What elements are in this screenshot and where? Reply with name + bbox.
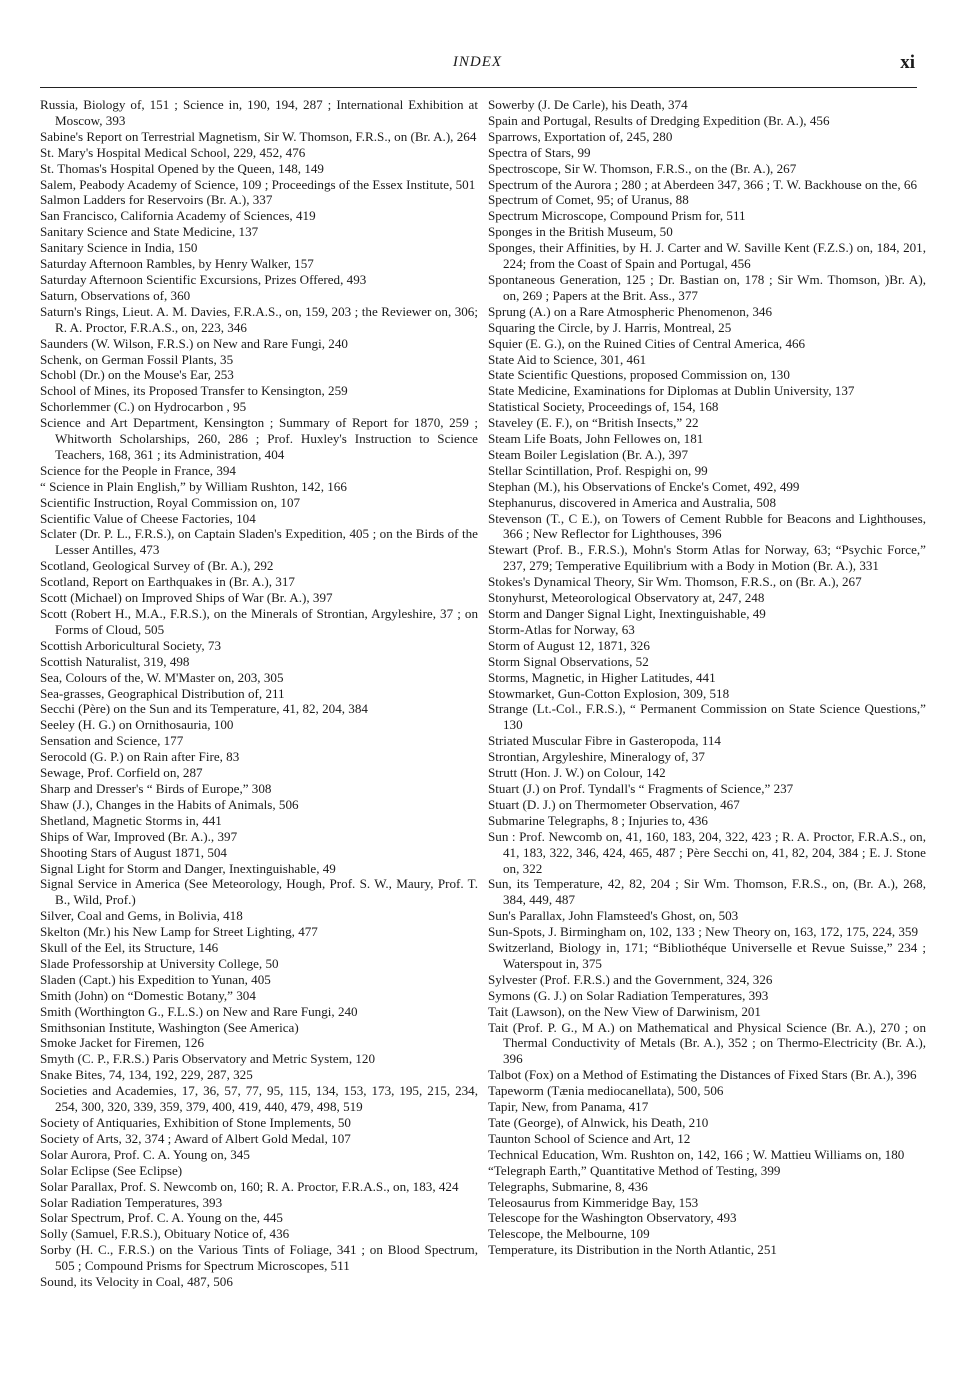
index-entry: Skelton (Mr.) his New Lamp for Street Lighting, 477 (40, 924, 318, 940)
index-entry: Sanitary Science and State Medicine, 137 (40, 224, 259, 240)
index-entry: Solar Parallax, Prof. S. Newcomb on, 160; R. A. Proctor, F.R.A.S., on, 183, 424 (40, 1178, 459, 1194)
index-entry: Scientific Instruction, Royal Commission on, 107 (40, 494, 301, 510)
index-entry: Sun : Prof. Newcomb on, 41, 160, 183, 204, 322, 423 ; R. A. Proctor, F.R.A.S., on, 41, 183, 322, 346, 424, 465, 487 ; Père Secchi on, 41, 82, 204, 384 ; E. J. Stone on, 322 (488, 828, 926, 876)
index-entry: Societies and Academies, 17, 36, 57, 77, 95, 115, 134, 153, 173, 195, 215, 234, 254, 300, 320, 339, 359, 379, 400, 419, 440, 479, 498, 519 (40, 1083, 478, 1115)
page-title: INDEX (452, 54, 503, 70)
index-entry: Talbot (Fox) on a Method of Estimating the Distances of Fixed Stars (Br. A.), 396 (488, 1067, 917, 1083)
index-entry: Silver, Coal and Gems, in Bolivia, 418 (40, 908, 243, 924)
index-entry: Signal Service in America (See Meteorology, Hough, Prof. S. W., Maury, Prof. T. B., Wild, Prof.) (40, 876, 478, 908)
index-entry: Smith (Worthington G., F.L.S.) on New and Rare Fungi, 240 (40, 1003, 358, 1019)
index-entry: Stellar Scintillation, Prof. Respighi on, 99 (488, 462, 708, 478)
index-entry: Sabine's Report on Terrestrial Magnetism, Sir W. Thomson, F.R.S., on (Br. A.), 264 (40, 128, 477, 144)
index-entry: State Medicine, Examinations for Diplomas at Dublin University, 137 (488, 383, 855, 399)
index-entry: Tapeworm (Tænia mediocanellata), 500, 506 (488, 1083, 724, 1099)
index-entry: Sun, its Temperature, 42, 82, 204 ; Sir Wm. Thomson, F.R.S., on, (Br. A.), 268, 384, 449, 487 (488, 876, 926, 908)
index-entry: Sponges, their Affinities, by H. J. Carter and W. Saville Kent (F.Z.S.) on, 184, 201, 224; from the Coast of Spain and Portugal, 456 (488, 240, 926, 272)
index-entry: Sun-Spots, J. Birmingham on, 102, 133 ; New Theory on, 163, 172, 175, 224, 359 (488, 924, 919, 940)
index-entry: Staveley (E. F.), on “British Insects,” 22 (488, 415, 699, 431)
index-entry: Schobl (Dr.) on the Mouse's Ear, 253 (40, 367, 234, 383)
index-entry: Telescope for the Washington Observatory, 493 (488, 1210, 737, 1226)
index-entry: Sanitary Science in India, 150 (40, 240, 198, 256)
index-entry: Steam Boiler Legislation (Br. A.), 397 (488, 446, 689, 462)
index-entry: Secchi (Père) on the Sun and its Temperature, 41, 82, 204, 384 (40, 701, 368, 717)
index-entry: Sladen (Capt.) his Expedition to Yunan, 405 (40, 971, 271, 987)
index-entry: Statistical Society, Proceedings of, 154, 168 (488, 399, 719, 415)
index-entry: Sprung (A.) on a Rare Atmospheric Phenomenon, 346 (488, 303, 773, 319)
index-entry: Shetland, Magnetic Storms in, 441 (40, 812, 222, 828)
index-entry: Storms, Magnetic, in Higher Latitudes, 441 (488, 669, 716, 685)
index-entry: “ Science in Plain English,” by William Rushton, 142, 166 (40, 478, 347, 494)
index-entry: Solly (Samuel, F.R.S.), Obituary Notice of, 436 (40, 1226, 290, 1242)
index-entry: Society of Antiquaries, Exhibition of Stone Implements, 50 (40, 1115, 351, 1130)
index-entry: Sylvester (Prof. F.R.S.) and the Government, 324, 326 (488, 971, 773, 987)
index-entry: Snake Bites, 74, 134, 192, 229, 287, 325 (40, 1067, 253, 1083)
index-entry: Spain and Portugal, Results of Dredging Expedition (Br. A.), 456 (488, 112, 830, 128)
index-entry: Stonyhurst, Meteorological Observatory at, 247, 248 (488, 590, 765, 606)
index-entry: Science for the People in France, 394 (40, 462, 236, 478)
index-entry: Serocold (G. P.) on Rain after Fire, 83 (40, 749, 240, 765)
index-entry: Symons (G. J.) on Solar Radiation Temperatures, 393 (488, 987, 769, 1003)
index-entry: Striated Muscular Fibre in Gasteropoda, 114 (488, 733, 721, 749)
index-entry: Squaring the Circle, by J. Harris, Montreal, 25 (488, 319, 732, 335)
index-entry: Stuart (J.) on Prof. Tyndall's “ Fragments of Science,” 237 (488, 780, 794, 796)
index-entry: Stokes's Dynamical Theory, Sir Wm. Thomson, F.R.S., on (Br. A.), 267 (488, 574, 862, 590)
index-entry: Storm and Danger Signal Light, Inextinguishable, 49 (488, 606, 766, 621)
index-entry: Scott (Michael) on Improved Ships of War (Br. A.), 397 (40, 590, 333, 606)
index-entry: Skull of the Eel, its Structure, 146 (40, 940, 219, 956)
index-entry: Sea, Colours of the, W. M'Master on, 203, 305 (40, 669, 284, 685)
index-entry: Spectra of Stars, 99 (488, 144, 591, 160)
index-entry: Saturday Afternoon Rambles, by Henry Walker, 157 (40, 256, 314, 272)
index-entry: St. Mary's Hospital Medical School, 229, 452, 476 (40, 144, 306, 160)
header-rule (40, 87, 917, 88)
index-entry: State Aid to Science, 301, 461 (488, 351, 647, 367)
index-entry: Strontian, Argyleshire, Mineralogy of, 37 (488, 749, 705, 765)
index-entry: Stewart (Prof. B., F.R.S.), Mohn's Storm Atlas for Norway, 63; “Psychic Force,” 237, 279; Temperative Equilibrium with a Body in Motion (Br. A.), 331 (488, 542, 926, 574)
index-entry: Schenk, on German Fossil Plants, 35 (40, 351, 234, 367)
index-entry: School of Mines, its Proposed Transfer to Kensington, 259 (40, 383, 348, 399)
index-entry: State Scientific Questions, proposed Commission on, 130 (488, 367, 790, 383)
index-entry: Tate (George), of Alnwick, his Death, 210 (488, 1115, 709, 1130)
index-entry: Scientific Value of Cheese Factories, 104 (40, 510, 256, 526)
index-entry: Saturday Afternoon Scientific Excursions, Prizes Offered, 493 (40, 271, 367, 287)
index-entry: San Francisco, California Academy of Sciences, 419 (40, 208, 316, 224)
index-column-right (488, 97, 926, 1258)
index-entry: Sclater (Dr. P. L., F.R.S.), on Captain Sladen's Expedition, 405 ; on the Birds of the Lesser Antilles, 473 (40, 526, 478, 558)
index-entry: Steam Life Boats, John Fellowes on, 181 (488, 431, 704, 447)
index-entry: Strange (Lt.-Col., F.R.S.), “ Permanent Commission on State Science Questions,” 130 (488, 701, 926, 733)
index-entry: Sewage, Prof. Corfield on, 287 (40, 765, 203, 781)
index-entry: Scottish Arboricultural Society, 73 (40, 637, 221, 653)
index-entry: Solar Spectrum, Prof. C. A. Young on the, 445 (40, 1210, 283, 1226)
index-entry: Spectrum of Comet, 95; of Uranus, 88 (488, 192, 689, 208)
index-entry: Teleosaurus from Kimmeridge Bay, 153 (488, 1194, 699, 1210)
index-entry: Storm Signal Observations, 52 (488, 653, 649, 669)
index-entry: Stevenson (T., C E.), on Towers of Cement Rubble for Beacons and Lighthouses, 366 ; New Reflector for Lighthouses, 396 (488, 510, 926, 542)
index-entry: Shaw (J.), Changes in the Habits of Animals, 506 (40, 796, 299, 812)
index-entry: Smyth (C. P., F.R.S.) Paris Observatory and Metric System, 120 (40, 1051, 376, 1067)
index-entry: Taunton School of Science and Art, 12 (488, 1130, 691, 1146)
index-entry: Signal Light for Storm and Danger, Inextinguishable, 49 (40, 860, 336, 876)
index-entry: Tait (Prof. P. G., M A.) on Mathematical and Physical Science (Br. A.), 270 ; on Thermal Conductivity of Metals (Br. A.), 352 ; on Thermo-Electricity (Br. A.), 396 (488, 1019, 926, 1067)
index-entry: “Telegraph Earth,” Quantitative Method of Testing, 399 (488, 1162, 781, 1178)
index-entry: Spectrum Microscope, Compound Prism for, 511 (488, 208, 746, 224)
index-entry: Spectrum of the Aurora ; 280 ; at Aberdeen 347, 366 ; T. W. Backhouse on the, 66 (488, 176, 917, 192)
index-entry: Slade Professorship at University College, 50 (40, 955, 279, 971)
index-entry: Storm-Atlas for Norway, 63 (488, 621, 635, 637)
index-entry: Scotland, Geological Survey of (Br. A.), 292 (40, 558, 274, 574)
index-entry: Salem, Peabody Academy of Science, 109 ; Proceedings of the Essex Institute, 501 (40, 176, 476, 192)
index-entry: Saturn, Observations of, 360 (40, 287, 191, 303)
index-entry: Submarine Telegraphs, 8 ; Injuries to, 436 (488, 812, 708, 828)
index-entry: Storm of August 12, 1871, 326 (488, 637, 650, 653)
index-entry: Spontaneous Generation, 125 ; Dr. Bastian on, 178 ; Sir Wm. Thomson, )Br. A), on, 269 ; Papers at the Brit. Ass., 377 (488, 271, 926, 303)
index-entry: Shooting Stars of August 1871, 504 (40, 844, 227, 860)
index-entry: Sorby (H. C., F.R.S.) on the Various Tints of Foliage, 341 ; on Blood Spectrum, 505 ; Compound Prisms for Spectrum Microscopes, 511 (40, 1242, 478, 1274)
index-entry: Smith (John) on “Domestic Botany,” 304 (40, 987, 256, 1003)
index-entry: Technical Education, Wm. Rushton on, 142, 166 ; W. Mattieu Williams on, 180 (488, 1146, 905, 1162)
index-entry: Squier (E. G.), on the Ruined Cities of Central America, 466 (488, 335, 806, 351)
index-entry: Tait (Lawson), on the New View of Darwinism, 201 (488, 1003, 761, 1019)
index-entry: St. Thomas's Hospital Opened by the Queen, 148, 149 (40, 160, 324, 176)
index-entry: Sowerby (J. De Carle), his Death, 374 (488, 97, 688, 112)
index-entry: Stuart (D. J.) on Thermometer Observation, 467 (488, 796, 740, 812)
index-entry: Spectroscope, Sir W. Thomson, F.R.S., on the (Br. A.), 267 (488, 160, 797, 176)
index-entry: Scott (Robert H., M.A., F.R.S.), on the Minerals of Strontian, Argyleshire, 37 ; on Forms of Cloud, 505 (40, 606, 478, 637)
index-entry: Society of Arts, 32, 374 ; Award of Albert Gold Medal, 107 (40, 1130, 351, 1146)
index-entry: Telegraphs, Submarine, 8, 436 (488, 1178, 648, 1194)
index-entry: Sharp and Dresser's “ Birds of Europe,” 308 (40, 780, 272, 796)
page-number: xi (900, 52, 915, 73)
index-entry: Strutt (Hon. J. W.) on Colour, 142 (488, 765, 666, 781)
index-entry: Scotland, Report on Earthquakes in (Br. A.), 317 (40, 574, 295, 590)
index-entry: Saunders (W. Wilson, F.R.S.) on New and Rare Fungi, 240 (40, 335, 348, 351)
index-entry: Seeley (H. G.) on Ornithosauria, 100 (40, 717, 234, 733)
index-entry: Smoke Jacket for Firemen, 126 (40, 1035, 204, 1051)
index-entry: Telescope, the Melbourne, 109 (488, 1226, 650, 1242)
index-entry: Schorlemmer (C.) on Hydrocarbon , 95 (40, 399, 247, 415)
index-entry: Sensation and Science, 177 (40, 733, 184, 749)
index-entry: Sea-grasses, Geographical Distribution of, 211 (40, 685, 285, 701)
index-entry: Solar Aurora, Prof. C. A. Young on, 345 (40, 1146, 250, 1162)
index-entry: Solar Eclipse (See Eclipse) (40, 1162, 183, 1178)
index-entry: Science and Art Department, Kensington ; Summary of Report for 1870, 259 ; Whitworth Scholarships, 260, 286 ; Prof. Huxley's Instruction to Science Teachers, 168, 361 ; its Administration, 404 (40, 415, 478, 462)
index-entry: Sound, its Velocity in Coal, 487, 506 (40, 1274, 233, 1290)
index-entry: Saturn's Rings, Lieut. A. M. Davies, F.R.A.S., on, 159, 203 ; the Reviewer on, 306; R. A. Proctor, F.R.A.S., on, 223, 346 (40, 303, 478, 335)
index-entry: Sponges in the British Museum, 50 (488, 224, 673, 240)
index-entry: Stowmarket, Gun-Cotton Explosion, 309, 518 (488, 685, 730, 701)
index-entry: Temperature, its Distribution in the North Atlantic, 251 (488, 1242, 777, 1258)
index-entry: Stephan (M.), his Observations of Encke's Comet, 492, 499 (488, 478, 800, 494)
index-entry: Russia, Biology of, 151 ; Science in, 190, 194, 287 ; International Exhibition at Moscow, 393 (40, 97, 478, 128)
index-entry: Sun's Parallax, John Flamsteed's Ghost, on, 503 (488, 908, 739, 924)
page-header (40, 52, 915, 82)
index-entry: Scottish Naturalist, 319, 498 (40, 653, 190, 669)
index-entry: Switzerland, Biology in, 171; “Bibliothéque Universelle et Revue Suisse,” 234 ; Waterspout in, 375 (488, 940, 926, 971)
index-entry: Ships of War, Improved (Br. A.)., 397 (40, 828, 238, 844)
index-entry: Smithsonian Institute, Washington (See America) (40, 1019, 299, 1035)
index-entry: Sparrows, Exportation of, 245, 280 (488, 128, 673, 144)
index-entry: Tapir, New, from Panama, 417 (488, 1099, 649, 1115)
index-entry: Salmon Ladders for Reservoirs (Br. A.), 337 (40, 192, 273, 208)
index-entry: Stephanurus, discovered in America and Australia, 508 (488, 494, 776, 510)
index-entry: Solar Radiation Temperatures, 393 (40, 1194, 223, 1210)
index-column-left (40, 97, 478, 1290)
